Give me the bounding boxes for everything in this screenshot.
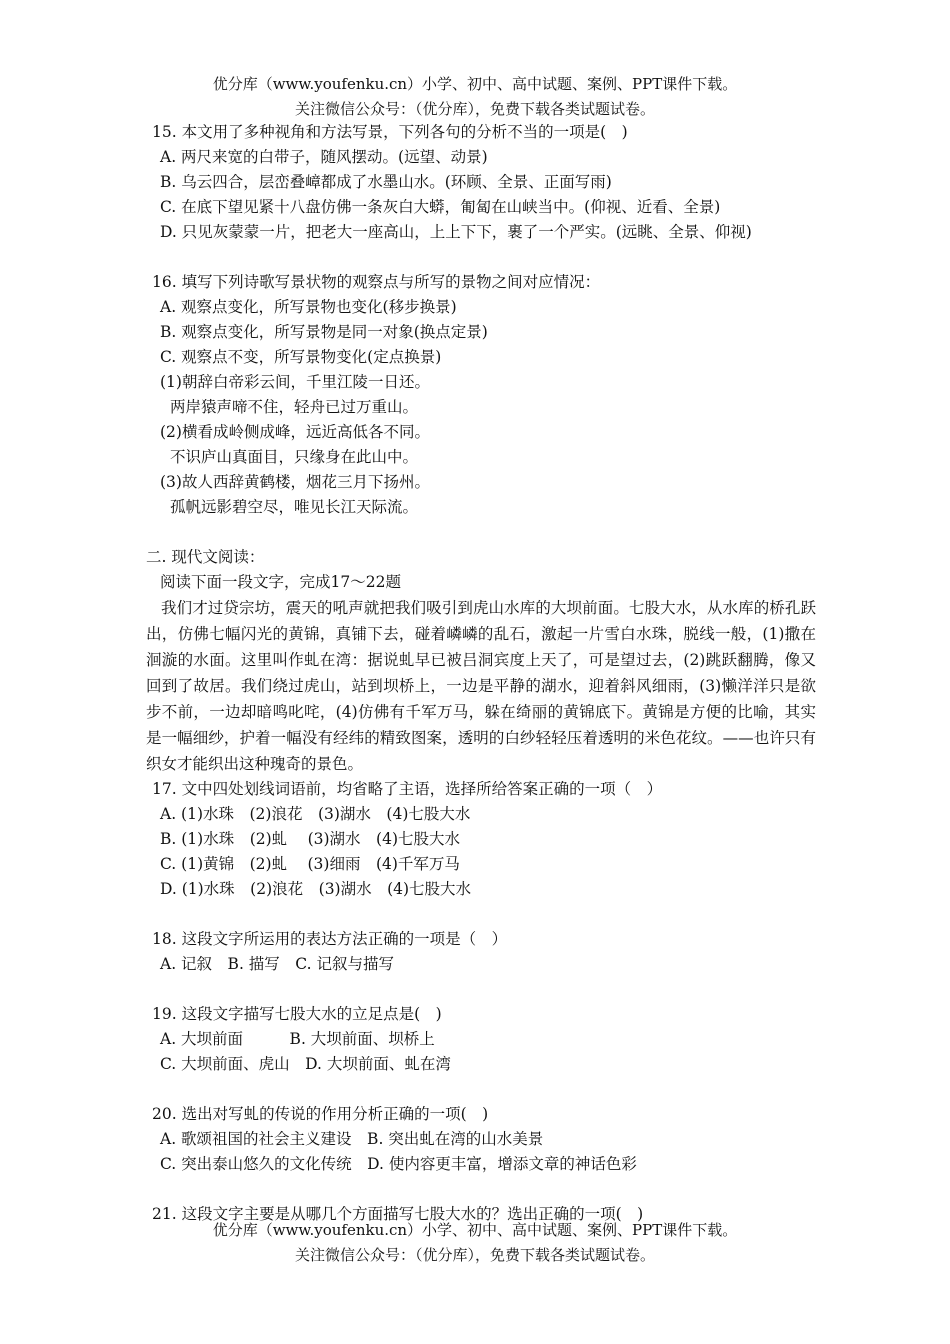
- question-19-stem: 19. 这段文字描写七股大水的立足点是( ): [152, 1005, 442, 1023]
- page-footer: [0, 1218, 950, 1268]
- question-20-options-ab: A. 歌颂祖国的社会主义建设 B. 突出虬在湾的山水美景: [160, 1130, 544, 1148]
- document-body: [146, 120, 816, 1227]
- header-line-1: 优分库（www.youfenku.cn）小学、初中、高中试题、案例、PPT课件下载。: [212, 75, 738, 93]
- poem-3-line-2: 孤帆远影碧空尽，唯见长江天际流。: [170, 498, 419, 516]
- question-21-stem: 21. 这段文字主要是从哪几个方面描写七股大水的？选出正确的一项( ): [152, 1205, 644, 1223]
- question-15-option-d: D. 只见灰蒙蒙一片，把老大一座高山，上上下下，裹了一个严实。(远眺、全景、仰视): [160, 223, 752, 241]
- question-18-stem: 18. 这段文字所运用的表达方法正确的一项是（ ）: [152, 930, 508, 948]
- question-17-option-a: A. (1)水珠 (2)浪花 (3)湖水 (4)七股大水: [160, 805, 471, 823]
- poem-1-line-2: 两岸猿声啼不住，轻舟已过万重山。: [170, 398, 419, 416]
- question-17-option-d: D. (1)水珠 (2)浪花 (3)湖水 (4)七股大水: [160, 880, 472, 898]
- reading-passage: 我们才过贷宗坊，震天的吼声就把我们吸引到虎山水库的大坝前面。七股大水，从水库的桥孔跃出，仿佛七幅闪光的黄锦，真铺下去，碰着嶙嶙的乱石，激起一片雪白水珠，脱线一般，(1)撒在洄漩的水面。这里叫作虬在湾：据说虬早已被吕洞宾度上天了，可是望过去，(2)跳跃翻腾，像又回到了故居。我们绕过虎山，站到坝桥上，一边是平静的湖水，迎着斜风细雨，(3)懒洋洋只是欲步不前，一边却暗鸣叱咤，(4)仿佛有千军万马，躲在绮丽的黄锦底下。黄锦是方便的比喻，其实是一幅细纱，护着一幅没有经纬的精致图案，透明的白纱轻轻压着透明的米色花纹。——也许只有织女才能织出这种瑰奇的景色。: [146, 599, 816, 773]
- question-15-option-c: C. 在底下望见紧十八盘仿佛一条灰白大蟒，匍匐在山峡当中。(仰视、近看、全景): [160, 198, 721, 216]
- question-18-options: A. 记叙 B. 描写 C. 记叙与描写: [160, 955, 394, 973]
- question-20-stem: 20. 选出对写虬的传说的作用分析正确的一项( ): [152, 1105, 489, 1123]
- question-16-option-b: B. 观察点变化，所写景物是同一对象(换点定景): [160, 323, 488, 341]
- question-15-option-b: B. 乌云四合，层峦叠嶂都成了水墨山水。(环顾、全景、正面写雨): [160, 173, 612, 191]
- header-line-2: 关注微信公众号：（优分库），免费下载各类试题试卷。: [294, 100, 655, 118]
- question-17-option-b: B. (1)水珠 (2)虬 (3)湖水 (4)七股大水: [160, 830, 460, 848]
- section-2-instruction: 阅读下面一段文字，完成17～22题: [160, 573, 401, 591]
- poem-3-line-1: (3)故人西辞黄鹤楼，烟花三月下扬州。: [160, 473, 430, 491]
- question-16-stem: 16. 填写下列诗歌写景状物的观察点与所写的景物之间对应情况：: [152, 273, 601, 291]
- question-16-option-a: A. 观察点变化，所写景物也变化(移步换景): [160, 298, 457, 316]
- question-17-stem: 17. 文中四处划线词语前，均省略了主语，选择所给答案正确的一项（ ）: [152, 780, 663, 798]
- question-17-option-c: C. (1)黄锦 (2)虬 (3)细雨 (4)千军万马: [160, 855, 460, 873]
- question-16-option-c: C. 观察点不变，所写景物变化(定点换景): [160, 348, 442, 366]
- footer-line-2: 关注微信公众号：（优分库），免费下载各类试题试卷。: [294, 1246, 655, 1264]
- section-2-title: 二. 现代文阅读：: [146, 548, 265, 566]
- poem-1-line-1: (1)朝辞白帝彩云间，千里江陵一日还。: [160, 373, 430, 391]
- poem-2-line-1: (2)横看成岭侧成峰，远近高低各不同。: [160, 423, 430, 441]
- question-19-options-cd: C. 大坝前面、虎山 D. 大坝前面、虬在湾: [160, 1055, 451, 1073]
- question-15-stem: 15. 本文用了多种视角和方法写景，下列各句的分析不当的一项是( ): [152, 123, 628, 141]
- question-19-options-ab: A. 大坝前面 B. 大坝前面、坝桥上: [160, 1030, 435, 1048]
- footer-line-1: 优分库（www.youfenku.cn）小学、初中、高中试题、案例、PPT课件下载。: [212, 1221, 738, 1239]
- question-20-options-cd: C. 突出泰山悠久的文化传统 D. 使内容更丰富，增添文章的神话色彩: [160, 1155, 637, 1173]
- question-15-option-a: A. 两尺来宽的白带子，随风摆动。(远望、动景): [160, 148, 488, 166]
- page-header: [0, 72, 950, 122]
- poem-2-line-2: 不识庐山真面目，只缘身在此山中。: [170, 448, 419, 466]
